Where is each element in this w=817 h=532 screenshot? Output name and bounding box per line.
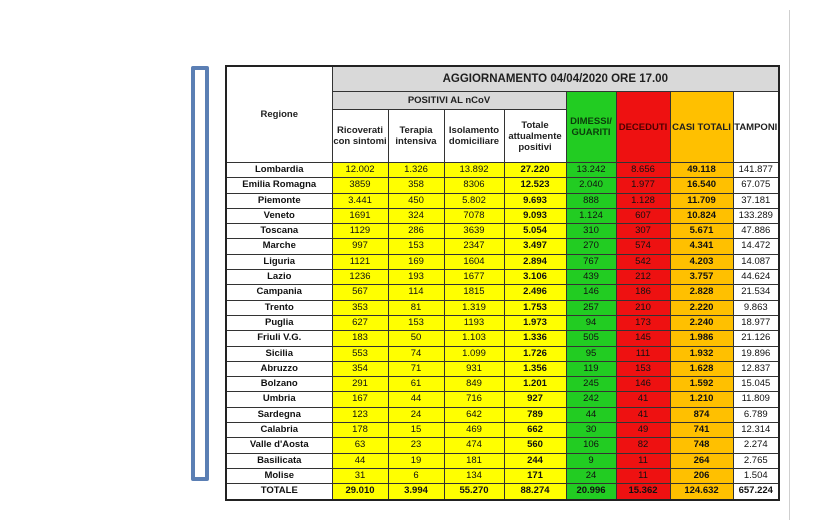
cell-casi-totali: 16.540 <box>670 178 733 193</box>
cell-dimessi: 270 <box>566 239 616 254</box>
cell-terapia: 74 <box>388 346 444 361</box>
cell-deceduti: 574 <box>616 239 670 254</box>
table-row <box>226 423 779 438</box>
cell-casi-totali: 741 <box>670 423 733 438</box>
cell-dimessi: 888 <box>566 193 616 208</box>
cell-casi-totali: 206 <box>670 468 733 483</box>
cell-deceduti: 173 <box>616 315 670 330</box>
cell-totale-positivi: 1.356 <box>504 361 566 376</box>
cell-dimessi: 2.040 <box>566 178 616 193</box>
header-regione: Regione <box>226 66 332 163</box>
cell-isolamento: 1.319 <box>444 300 504 315</box>
cell-terapia: 450 <box>388 193 444 208</box>
cell-ricoverati: 3859 <box>332 178 388 193</box>
cell-terapia: 50 <box>388 331 444 346</box>
cell-dimessi: 30 <box>566 423 616 438</box>
cell-regione: Campania <box>226 285 332 300</box>
cell-ricoverati: 1691 <box>332 208 388 223</box>
cell-dimessi: 767 <box>566 254 616 269</box>
cell-deceduti: 1.128 <box>616 193 670 208</box>
cell-regione: Liguria <box>226 254 332 269</box>
cell-dimessi: 505 <box>566 331 616 346</box>
cell-tamponi: 141.877 <box>733 163 779 178</box>
cell-casi-totali: 1.986 <box>670 331 733 346</box>
cell-regione: Veneto <box>226 208 332 223</box>
cell-tamponi: 14.087 <box>733 254 779 269</box>
cell-totale-positivi: 1.973 <box>504 315 566 330</box>
cell-ricoverati: 291 <box>332 377 388 392</box>
cell-regione: Emilia Romagna <box>226 178 332 193</box>
cell-tamponi: 6.789 <box>733 407 779 422</box>
cell-regione: Umbria <box>226 392 332 407</box>
cell-casi-totali: 1.932 <box>670 346 733 361</box>
cell-ricoverati: 567 <box>332 285 388 300</box>
cell-terapia: 81 <box>388 300 444 315</box>
header-totale-positivi: Totale attualmente positivi <box>504 110 566 163</box>
cell-tamponi: 133.289 <box>733 208 779 223</box>
cell-tamponi: 9.863 <box>733 300 779 315</box>
cell-isolamento: 1.099 <box>444 346 504 361</box>
cell-totale-positivi: 2.894 <box>504 254 566 269</box>
cell-deceduti: 153 <box>616 361 670 376</box>
cell-ricoverati: 123 <box>332 407 388 422</box>
cell-casi-totali: 1.592 <box>670 377 733 392</box>
cell-deceduti: 11 <box>616 453 670 468</box>
cell-terapia: 24 <box>388 407 444 422</box>
cell-casi-totali: 124.632 <box>670 484 733 500</box>
cell-totale-positivi: 3.106 <box>504 270 566 285</box>
table-total-row <box>226 484 779 500</box>
table-body <box>226 163 779 500</box>
table-row <box>226 178 779 193</box>
cell-ricoverati: 553 <box>332 346 388 361</box>
cell-ricoverati: 627 <box>332 315 388 330</box>
cell-totale-positivi: 27.220 <box>504 163 566 178</box>
cell-casi-totali: 264 <box>670 453 733 468</box>
cell-tamponi: 37.181 <box>733 193 779 208</box>
cell-totale-positivi: 927 <box>504 392 566 407</box>
cell-dimessi: 106 <box>566 438 616 453</box>
cell-regione: Friuli V.G. <box>226 331 332 346</box>
cell-totale-positivi: 662 <box>504 423 566 438</box>
cell-terapia: 15 <box>388 423 444 438</box>
cell-isolamento: 1815 <box>444 285 504 300</box>
cell-tamponi: 11.809 <box>733 392 779 407</box>
cell-regione: Sicilia <box>226 346 332 361</box>
cell-isolamento: 134 <box>444 468 504 483</box>
cell-ricoverati: 44 <box>332 453 388 468</box>
cell-tamponi: 21.534 <box>733 285 779 300</box>
cell-isolamento: 5.802 <box>444 193 504 208</box>
cell-isolamento: 181 <box>444 453 504 468</box>
cell-totale-positivi: 1.201 <box>504 377 566 392</box>
cell-tamponi: 12.837 <box>733 361 779 376</box>
cell-tamponi: 67.075 <box>733 178 779 193</box>
cell-tamponi: 2.274 <box>733 438 779 453</box>
header-ricoverati: Ricoverati con sintomi <box>332 110 388 163</box>
cell-dimessi: 20.996 <box>566 484 616 500</box>
cell-totale-positivi: 3.497 <box>504 239 566 254</box>
cell-casi-totali: 4.203 <box>670 254 733 269</box>
cell-regione: Molise <box>226 468 332 483</box>
table-row <box>226 361 779 376</box>
cell-isolamento: 2347 <box>444 239 504 254</box>
cell-deceduti: 212 <box>616 270 670 285</box>
cell-terapia: 3.994 <box>388 484 444 500</box>
cell-casi-totali: 49.118 <box>670 163 733 178</box>
header-dimessi: DIMESSI/ GUARITI <box>566 92 616 163</box>
cell-regione: Basilicata <box>226 453 332 468</box>
cell-tamponi: 2.765 <box>733 453 779 468</box>
cell-dimessi: 9 <box>566 453 616 468</box>
cell-regione: TOTALE <box>226 484 332 500</box>
cell-deceduti: 49 <box>616 423 670 438</box>
cell-terapia: 71 <box>388 361 444 376</box>
cell-ricoverati: 31 <box>332 468 388 483</box>
cell-regione: Lazio <box>226 270 332 285</box>
cell-dimessi: 245 <box>566 377 616 392</box>
table-row <box>226 285 779 300</box>
header-isolamento: Isolamento domiciliare <box>444 110 504 163</box>
cell-terapia: 324 <box>388 208 444 223</box>
cell-deceduti: 15.362 <box>616 484 670 500</box>
table-row <box>226 453 779 468</box>
header-tamponi: TAMPONI <box>733 92 779 163</box>
cell-terapia: 286 <box>388 224 444 239</box>
cell-terapia: 153 <box>388 315 444 330</box>
cell-dimessi: 310 <box>566 224 616 239</box>
cell-terapia: 6 <box>388 468 444 483</box>
cell-isolamento: 55.270 <box>444 484 504 500</box>
cell-ricoverati: 353 <box>332 300 388 315</box>
cell-dimessi: 1.124 <box>566 208 616 223</box>
cell-regione: Trento <box>226 300 332 315</box>
cell-isolamento: 642 <box>444 407 504 422</box>
cell-dimessi: 146 <box>566 285 616 300</box>
cell-totale-positivi: 1.753 <box>504 300 566 315</box>
cell-casi-totali: 10.824 <box>670 208 733 223</box>
cell-totale-positivi: 1.336 <box>504 331 566 346</box>
table-row <box>226 224 779 239</box>
table-row <box>226 346 779 361</box>
header-terapia: Terapia intensiva <box>388 110 444 163</box>
cell-deceduti: 542 <box>616 254 670 269</box>
cell-ricoverati: 354 <box>332 361 388 376</box>
table-row <box>226 438 779 453</box>
cell-totale-positivi: 789 <box>504 407 566 422</box>
cell-totale-positivi: 244 <box>504 453 566 468</box>
cell-ricoverati: 997 <box>332 239 388 254</box>
header-deceduti: DECEDUTI <box>616 92 670 163</box>
cell-ricoverati: 183 <box>332 331 388 346</box>
cell-tamponi: 14.472 <box>733 239 779 254</box>
cell-deceduti: 8.656 <box>616 163 670 178</box>
cell-terapia: 169 <box>388 254 444 269</box>
cell-isolamento: 1193 <box>444 315 504 330</box>
cell-regione: Bolzano <box>226 377 332 392</box>
cell-isolamento: 469 <box>444 423 504 438</box>
covid-data-table <box>225 65 780 501</box>
cell-casi-totali: 2.240 <box>670 315 733 330</box>
cell-terapia: 23 <box>388 438 444 453</box>
cell-tamponi: 15.045 <box>733 377 779 392</box>
cell-totale-positivi: 12.523 <box>504 178 566 193</box>
cell-terapia: 358 <box>388 178 444 193</box>
cell-isolamento: 849 <box>444 377 504 392</box>
cell-regione: Piemonte <box>226 193 332 208</box>
cell-deceduti: 145 <box>616 331 670 346</box>
cell-ricoverati: 12.002 <box>332 163 388 178</box>
table-row <box>226 392 779 407</box>
cell-terapia: 193 <box>388 270 444 285</box>
cell-deceduti: 1.977 <box>616 178 670 193</box>
table-row <box>226 239 779 254</box>
cell-isolamento: 7078 <box>444 208 504 223</box>
table-title: AGGIORNAMENTO 04/04/2020 ORE 17.00 <box>332 66 779 92</box>
cell-casi-totali: 1.210 <box>670 392 733 407</box>
cell-ricoverati: 1236 <box>332 270 388 285</box>
cell-tamponi: 44.624 <box>733 270 779 285</box>
table-row <box>226 193 779 208</box>
cell-casi-totali: 4.341 <box>670 239 733 254</box>
table-row <box>226 163 779 178</box>
cell-dimessi: 44 <box>566 407 616 422</box>
cell-regione: Sardegna <box>226 407 332 422</box>
cell-casi-totali: 748 <box>670 438 733 453</box>
cell-tamponi: 47.886 <box>733 224 779 239</box>
cell-deceduti: 607 <box>616 208 670 223</box>
cell-isolamento: 474 <box>444 438 504 453</box>
cell-casi-totali: 3.757 <box>670 270 733 285</box>
cell-casi-totali: 11.709 <box>670 193 733 208</box>
left-frame-bar <box>191 66 209 481</box>
cell-totale-positivi: 171 <box>504 468 566 483</box>
cell-terapia: 1.326 <box>388 163 444 178</box>
table-row <box>226 300 779 315</box>
cell-deceduti: 41 <box>616 392 670 407</box>
cell-casi-totali: 5.671 <box>670 224 733 239</box>
cell-ricoverati: 1121 <box>332 254 388 269</box>
table-row <box>226 377 779 392</box>
cell-tamponi: 18.977 <box>733 315 779 330</box>
cell-tamponi: 657.224 <box>733 484 779 500</box>
cell-dimessi: 257 <box>566 300 616 315</box>
cell-casi-totali: 2.828 <box>670 285 733 300</box>
cell-dimessi: 439 <box>566 270 616 285</box>
cell-deceduti: 307 <box>616 224 670 239</box>
cell-ricoverati: 29.010 <box>332 484 388 500</box>
table-row <box>226 208 779 223</box>
cell-isolamento: 931 <box>444 361 504 376</box>
cell-deceduti: 210 <box>616 300 670 315</box>
cell-terapia: 44 <box>388 392 444 407</box>
cell-regione: Toscana <box>226 224 332 239</box>
header-casi-totali: CASI TOTALI <box>670 92 733 163</box>
cell-isolamento: 3639 <box>444 224 504 239</box>
cell-dimessi: 13.242 <box>566 163 616 178</box>
cell-totale-positivi: 5.054 <box>504 224 566 239</box>
cell-dimessi: 95 <box>566 346 616 361</box>
cell-casi-totali: 2.220 <box>670 300 733 315</box>
cell-dimessi: 24 <box>566 468 616 483</box>
cell-totale-positivi: 2.496 <box>504 285 566 300</box>
table-row <box>226 315 779 330</box>
cell-totale-positivi: 9.693 <box>504 193 566 208</box>
cell-terapia: 114 <box>388 285 444 300</box>
table-row <box>226 407 779 422</box>
cell-dimessi: 94 <box>566 315 616 330</box>
cell-totale-positivi: 9.093 <box>504 208 566 223</box>
table-row <box>226 270 779 285</box>
cell-terapia: 61 <box>388 377 444 392</box>
table-row <box>226 254 779 269</box>
cell-regione: Lombardia <box>226 163 332 178</box>
cell-terapia: 153 <box>388 239 444 254</box>
cell-ricoverati: 167 <box>332 392 388 407</box>
cell-tamponi: 19.896 <box>733 346 779 361</box>
cell-tamponi: 21.126 <box>733 331 779 346</box>
cell-tamponi: 12.314 <box>733 423 779 438</box>
cell-dimessi: 119 <box>566 361 616 376</box>
cell-isolamento: 8306 <box>444 178 504 193</box>
header-positivi-group: POSITIVI AL nCoV <box>332 92 566 110</box>
cell-deceduti: 111 <box>616 346 670 361</box>
cell-ricoverati: 3.441 <box>332 193 388 208</box>
cell-deceduti: 186 <box>616 285 670 300</box>
cell-casi-totali: 874 <box>670 407 733 422</box>
cell-regione: Calabria <box>226 423 332 438</box>
cell-isolamento: 716 <box>444 392 504 407</box>
cell-ricoverati: 63 <box>332 438 388 453</box>
cell-deceduti: 11 <box>616 468 670 483</box>
right-divider <box>789 10 790 520</box>
table-row <box>226 331 779 346</box>
cell-tamponi: 1.504 <box>733 468 779 483</box>
cell-regione: Valle d'Aosta <box>226 438 332 453</box>
cell-casi-totali: 1.628 <box>670 361 733 376</box>
cell-ricoverati: 1129 <box>332 224 388 239</box>
cell-isolamento: 1677 <box>444 270 504 285</box>
cell-isolamento: 1604 <box>444 254 504 269</box>
cell-regione: Puglia <box>226 315 332 330</box>
cell-terapia: 19 <box>388 453 444 468</box>
cell-ricoverati: 178 <box>332 423 388 438</box>
cell-deceduti: 41 <box>616 407 670 422</box>
cell-deceduti: 82 <box>616 438 670 453</box>
cell-isolamento: 1.103 <box>444 331 504 346</box>
cell-regione: Abruzzo <box>226 361 332 376</box>
cell-regione: Marche <box>226 239 332 254</box>
table-row <box>226 468 779 483</box>
cell-deceduti: 146 <box>616 377 670 392</box>
cell-totale-positivi: 88.274 <box>504 484 566 500</box>
cell-totale-positivi: 560 <box>504 438 566 453</box>
cell-dimessi: 242 <box>566 392 616 407</box>
cell-totale-positivi: 1.726 <box>504 346 566 361</box>
cell-isolamento: 13.892 <box>444 163 504 178</box>
